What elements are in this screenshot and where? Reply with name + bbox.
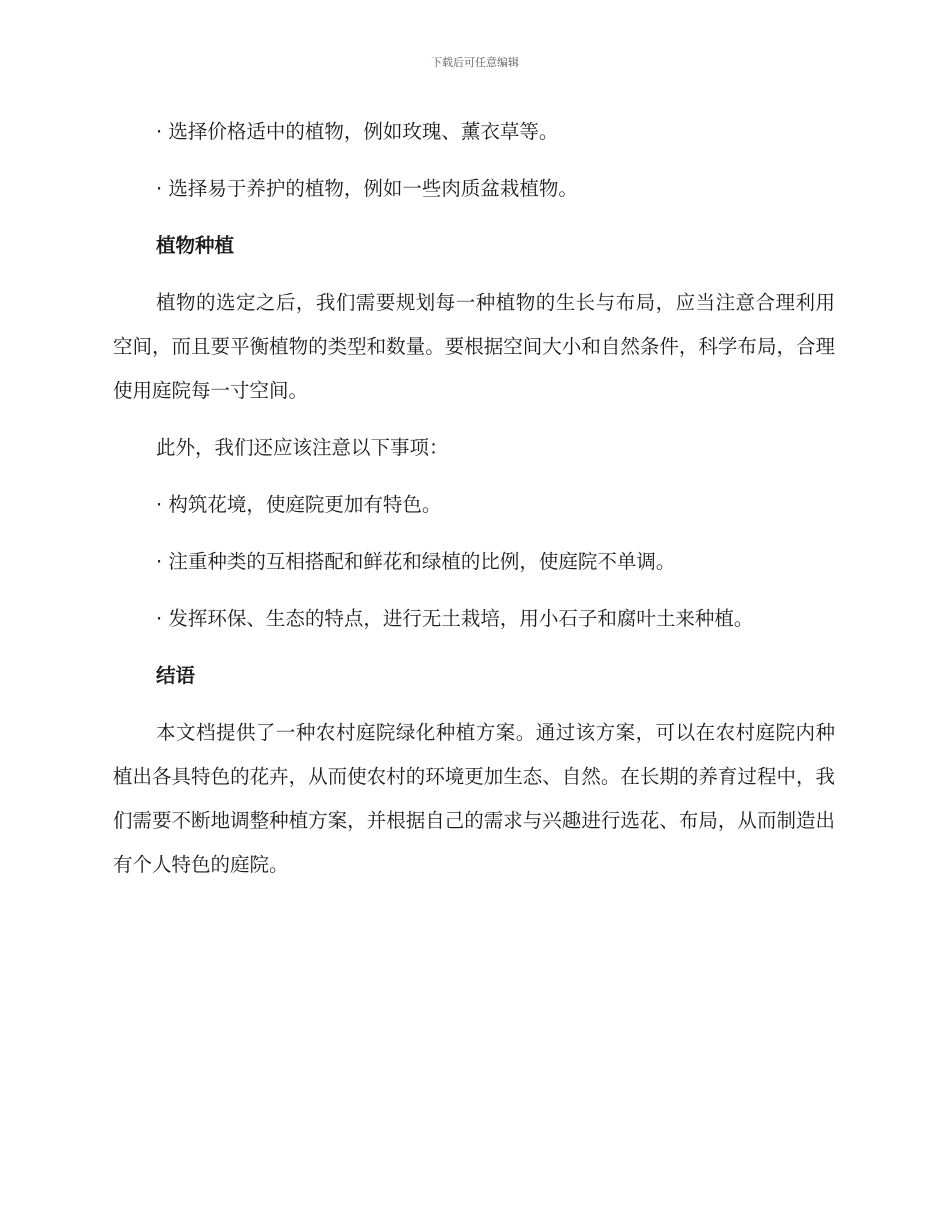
bullet-item: · 构筑花境，使庭院更加有特色。 [156, 493, 442, 516]
bullet-item: · 选择易于养护的植物，例如一些肉质盆栽植物。 [156, 177, 578, 200]
paragraph-notes-intro: 此外，我们还应该注意以下事项： [156, 436, 449, 459]
bullet-item: · 选择价格适中的植物，例如玫瑰、薰衣草等。 [156, 120, 559, 143]
paragraph-conclusion: 本文档提供了一种农村庭院绿化种植方案。通过该方案，可以在农村庭院内种植出各具特色的花卉，从而使农村的环境更加生态、自然。在长期的养育过程中，我们需要不断地调整种植方案，并根据自己的需求与兴趣进行选花、布局，从而制造出有个人特色的庭院。 [113, 721, 835, 876]
bullet-item: · 发挥环保、生态的特点，进行无土栽培，用小石子和腐叶土来种植。 [156, 607, 754, 630]
header-note: 下载后可任意编辑 [431, 56, 519, 69]
section-heading-conclusion: 结语 [156, 664, 196, 687]
document-body [113, 110, 835, 900]
section-heading-planting: 植物种植 [156, 234, 235, 257]
bullet-item: · 注重种类的互相搭配和鲜花和绿植的比例，使庭院不单调。 [156, 550, 676, 573]
paragraph-planting: 植物的选定之后，我们需要规划每一种植物的生长与布局，应当注意合理利用空间，而且要平衡植物的类型和数量。要根据空间大小和自然条件，科学布局，合理使用庭院每一寸空间。 [113, 291, 835, 402]
